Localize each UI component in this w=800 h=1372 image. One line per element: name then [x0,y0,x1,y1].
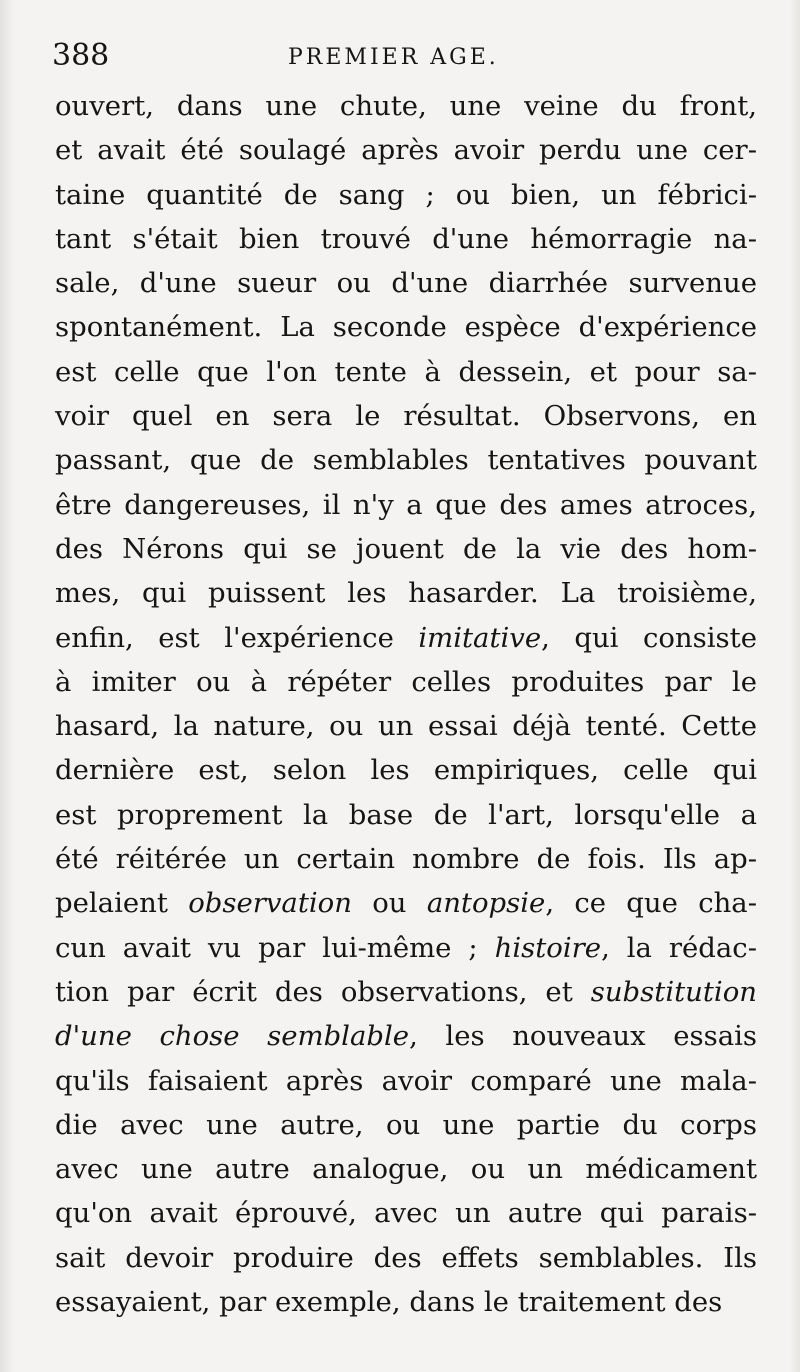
italic-text-segment: d'une chose semblable [55,1020,410,1053]
text-segment: est proprement la base de l'art, lorsqu'elle a [55,798,757,831]
text-line [55,748,757,792]
text-line [55,1014,757,1058]
text-line [55,350,757,394]
text-line [55,1103,757,1147]
text-segment: cun avait vu par lui-même ; [55,931,495,964]
text-segment: essayaient, par exemple, dans le traitement des [55,1286,723,1319]
text-line [55,438,757,482]
text-segment: passant, que de semblables tentatives pouvant [55,444,757,477]
text-segment: taine quantité de sang ; ou bien, un fébrici- [55,178,757,211]
text-line [55,1059,757,1103]
text-segment: , qui consiste [541,621,757,654]
text-segment: été réitérée un certain nombre de fois. Ils ap- [55,843,757,876]
text-segment: être dangereuses, il n'y a que des ames atroces, [55,488,757,521]
text-line [55,173,757,217]
text-line [55,1280,757,1324]
text-line [55,1191,757,1235]
text-segment: mes, qui puissent les hasarder. La troisième, [55,577,757,610]
text-line [55,793,757,837]
text-segment: avec une autre analogue, ou un médicament [55,1153,757,1186]
page-edge-shadow-right [790,0,800,1372]
text-line [55,926,757,970]
text-line [55,128,757,172]
text-segment: ouvert, dans une chute, une veine du front, [55,90,757,122]
text-segment: des Nérons qui se jouent de la vie des hom- [55,532,757,565]
running-title: PREMIER AGE. [288,45,499,70]
text-segment: tant s'était bien trouvé d'une hémorragie na- [55,222,757,255]
text-segment: à imiter ou à répéter celles produites par le [55,665,757,698]
text-segment: die avec une autre, ou une partie du corps [55,1108,757,1141]
text-segment: , ce que cha- [545,887,757,920]
italic-text-segment: histoire [494,931,602,964]
text-segment: hasard, la nature, ou un essai déjà tenté. Cette [55,710,757,743]
page-header [52,36,752,76]
text-segment: sale, d'une sueur ou d'une diarrhée survenue [55,267,757,300]
text-segment: qu'ils faisaient après avoir comparé une mala- [55,1064,757,1097]
text-segment: , les nouveaux essais [409,1020,757,1053]
text-line [55,483,757,527]
text-segment: tion par écrit des observations, et [55,975,591,1008]
body-text [55,84,757,1324]
text-segment: qu'on avait éprouvé, avec un autre qui parais- [55,1197,757,1230]
page-number: 388 [52,38,110,73]
text-line [55,217,757,261]
italic-text-segment: observation [188,887,352,920]
text-line [55,1236,757,1280]
text-line [55,970,757,1014]
text-line [55,704,757,748]
text-line [55,1147,757,1191]
text-line [55,616,757,660]
text-segment: dernière est, selon les empiriques, celle qui [55,754,757,787]
italic-text-segment: antopsie [426,887,546,920]
text-line [55,261,757,305]
text-segment: ou [351,887,427,920]
text-segment: voir quel en sera le résultat. Observons, en [55,400,757,433]
text-segment: pelaient [55,887,189,920]
text-line [55,571,757,615]
text-segment: spontanément. La seconde espèce d'expérience [55,311,757,344]
text-line [55,394,757,438]
text-line [55,660,757,704]
page-edge-shadow-left [0,0,14,1372]
text-segment: et avait été soulagé après avoir perdu une cer- [55,134,757,167]
text-segment: sait devoir produire des effets semblables. Ils [55,1241,757,1274]
italic-text-segment: substitution [590,975,757,1008]
italic-text-segment: imitative [418,621,542,654]
text-line [55,305,757,349]
text-line [55,837,757,881]
text-line [55,881,757,925]
text-line [55,527,757,571]
text-line [55,84,757,128]
text-segment: enfin, est l'expérience [55,621,419,654]
text-segment: , la rédac- [601,931,757,964]
text-segment: est celle que l'on tente à dessein, et pour sa- [55,355,757,388]
